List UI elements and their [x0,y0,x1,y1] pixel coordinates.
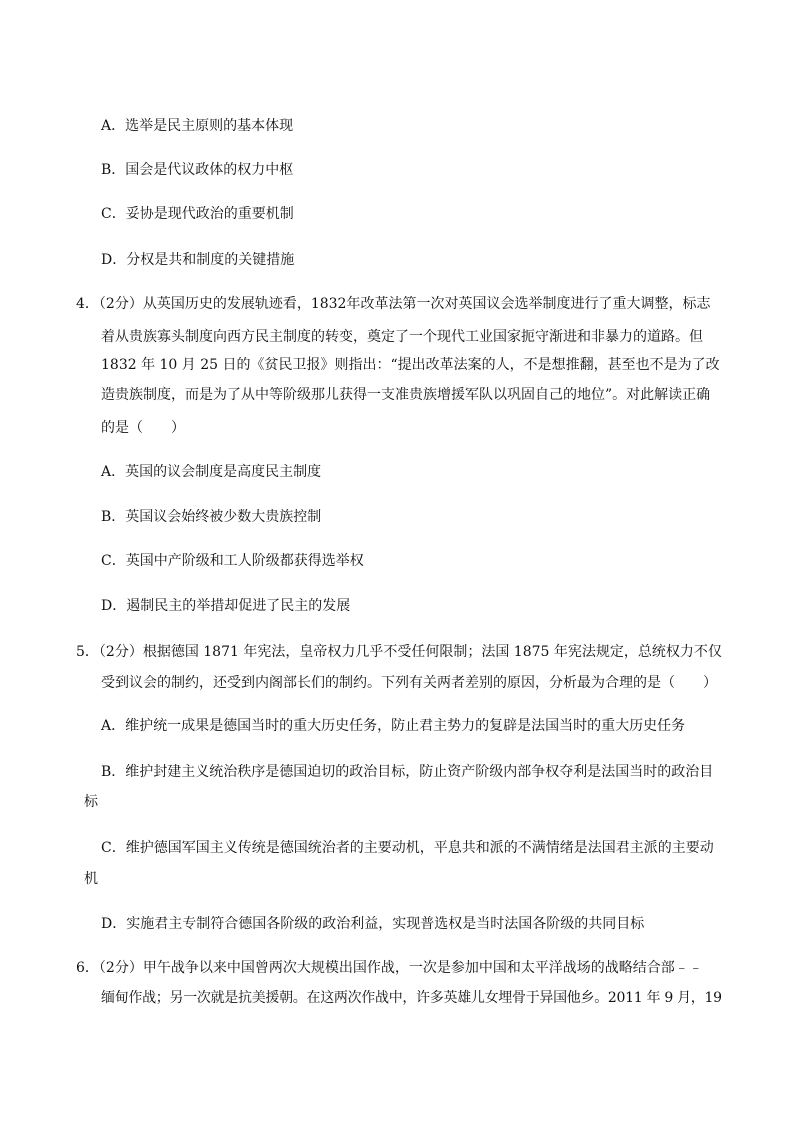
q5-option-a: A．维护统一成果是德国当时的重大历史任务，防止君主势力的复辟是法国当时的重大历史任务 [101,718,686,734]
q5-option-c-wrap: 机 [84,871,98,887]
q3-option-c: C．妥协是现代政治的重要机制 [101,206,294,222]
q4-option-c: C．英国中产阶级和工人阶级都获得选举权 [101,553,364,569]
q4-stem-line-3: 1832 年 10 月 25 日的《贫民卫报》则指出：“提出改革法案的人，不是想推翻，甚至也不是为了改 [101,357,720,373]
q5-option-c: C．维护德国军国主义传统是德国统治者的主要动机，平息共和派的不满情绪是法国君主派的主要动 [101,840,714,856]
q4-option-d: D．遏制民主的举措却促进了民主的发展 [101,598,351,614]
q5-stem-line-2: 受到议会的制约，还受到内阁部长们的制约。下列有关两者差别的原因，分析最为合理的是（ ） [101,675,717,691]
q3-option-d: D．分权是共和制度的关键措施 [101,252,295,268]
q3-option-a: A．选举是民主原则的基本体现 [101,118,294,134]
q5-option-d: D．实施君主专制符合德国各阶级的政治利益，实现普选权是当时法国各阶级的共同目标 [101,916,645,932]
q4-stem-line-2: 着从贵族寡头制度向西方民主制度的转变，奠定了一个现代工业国家扼守渐进和非暴力的道路。但 [101,329,703,345]
q5-option-b: B．维护封建主义统治秩序是德国迫切的政治目标，防止资产阶级内部争权夺利是法国当时的政治目 [101,764,714,780]
q4-stem-line-5: 的是（ ） [101,420,185,436]
q6-stem-line-1: 6．（2分）甲午战争以来中国曾两次大规模出国作战，一次是参加中国和太平洋战场的战略结合部﹣﹣ [76,960,703,976]
q5-stem-line-1: 5．（2分）根据德国 1871 年宪法，皇帝权力几乎不受任何限制；法国 1875 年宪法规定，总统权力不仅 [76,644,722,660]
q4-option-b: B．英国议会始终被少数大贵族控制 [101,509,322,525]
q4-stem-line-1: 4．（2分）从英国历史的发展轨迹看，1832年改革法第一次对英国议会选举制度进行了重大调整，标志 [76,296,711,312]
q4-stem-line-4: 造贵族制度，而是为了从中等阶级那儿获得一支准贵族增援军队以巩固自己的地位”。对此解读正确 [101,387,711,403]
q5-option-b-wrap: 标 [84,794,98,810]
q4-option-a: A．英国的议会制度是高度民主制度 [101,464,322,480]
q6-stem-line-2: 缅甸作战；另一次就是抗美援朝。在这两次作战中，许多英雄儿女埋骨于异国他乡。2011 年 9 月，19 [101,990,722,1006]
q3-option-b: B．国会是代议政体的权力中枢 [101,162,294,178]
